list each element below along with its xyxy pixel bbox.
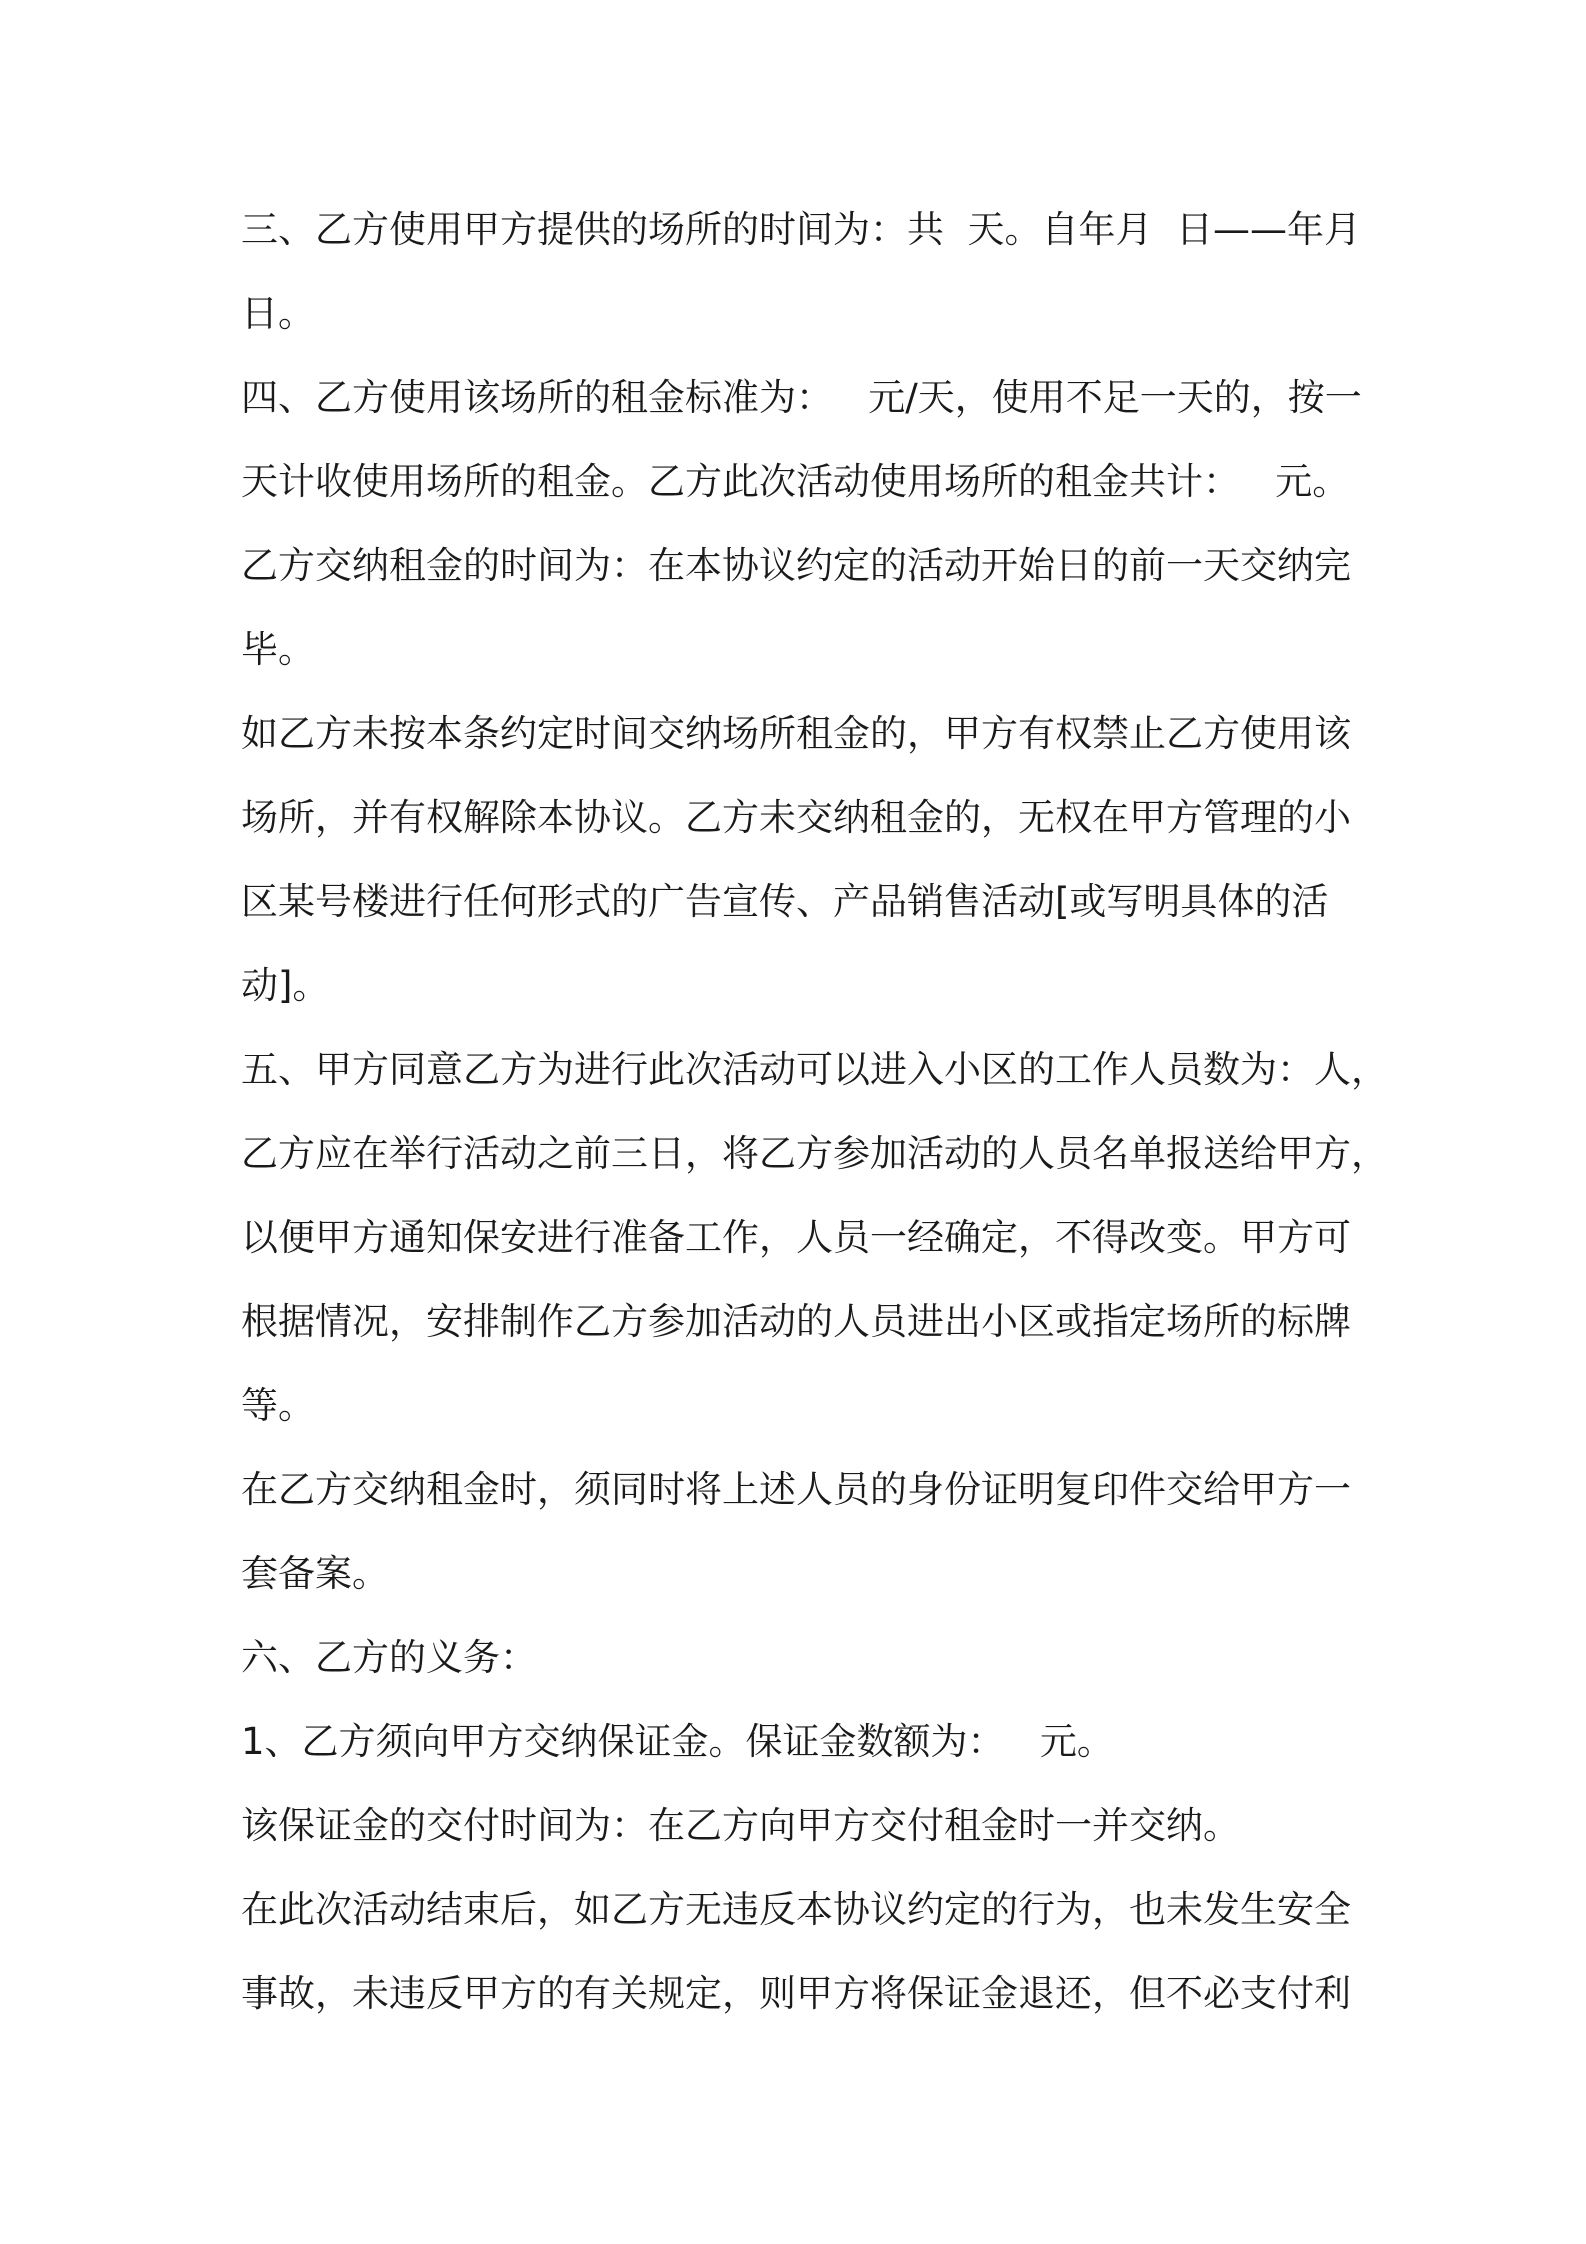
- text-line: 场所，并有权解除本协议。乙方未交纳租金的，无权在甲方管理的小: [241, 796, 1351, 839]
- text-line: 六、乙方的义务：: [241, 1636, 537, 1679]
- text-line: 事故，未违反甲方的有关规定，则甲方将保证金退还，但不必支付利: [241, 1972, 1351, 2015]
- text-line: 日。: [241, 292, 315, 335]
- text-line: 以便甲方通知保安进行准备工作，人员一经确定，不得改变。甲方可: [241, 1216, 1351, 1259]
- text-line: 如乙方未按本条约定时间交纳场所租金的，甲方有权禁止乙方使用该: [241, 712, 1351, 755]
- text-line: 动]。: [241, 964, 330, 1007]
- text-line: 该保证金的交付时间为：在乙方向甲方交付租金时一并交纳。: [241, 1804, 1240, 1847]
- text-line: 乙方应在举行活动之前三日，将乙方参加活动的人员名单报送给甲方，: [241, 1132, 1388, 1175]
- text-line: 天计收使用场所的租金。乙方此次活动使用场所的租金共计： 元。: [241, 460, 1350, 503]
- text-line: 套备案。: [241, 1552, 389, 1595]
- text-line: 在乙方交纳租金时，须同时将上述人员的身份证明复印件交给甲方一: [241, 1468, 1351, 1511]
- text-line: 区某号楼进行任何形式的广告宣传、产品销售活动[或写明具体的活: [241, 880, 1329, 923]
- text-line: 1、乙方须向甲方交纳保证金。保证金数额为： 元。: [241, 1720, 1114, 1763]
- text-line: 等。: [241, 1384, 315, 1427]
- text-line: 在此次活动结束后，如乙方无违反本协议约定的行为，也未发生安全: [241, 1888, 1351, 1931]
- text-line: 三、乙方使用甲方提供的场所的时间为：共 天。自年月 日——年月: [241, 208, 1362, 251]
- text-line: 四、乙方使用该场所的租金标准为： 元/天，使用不足一天的，按一: [241, 376, 1362, 419]
- text-line: 根据情况，安排制作乙方参加活动的人员进出小区或指定场所的标牌: [241, 1300, 1351, 1343]
- text-line: 毕。: [241, 628, 315, 671]
- text-line: 五、甲方同意乙方为进行此次活动可以进入小区的工作人员数为：人，: [241, 1048, 1388, 1091]
- text-line: 乙方交纳租金的时间为：在本协议约定的活动开始日的前一天交纳完: [241, 544, 1351, 587]
